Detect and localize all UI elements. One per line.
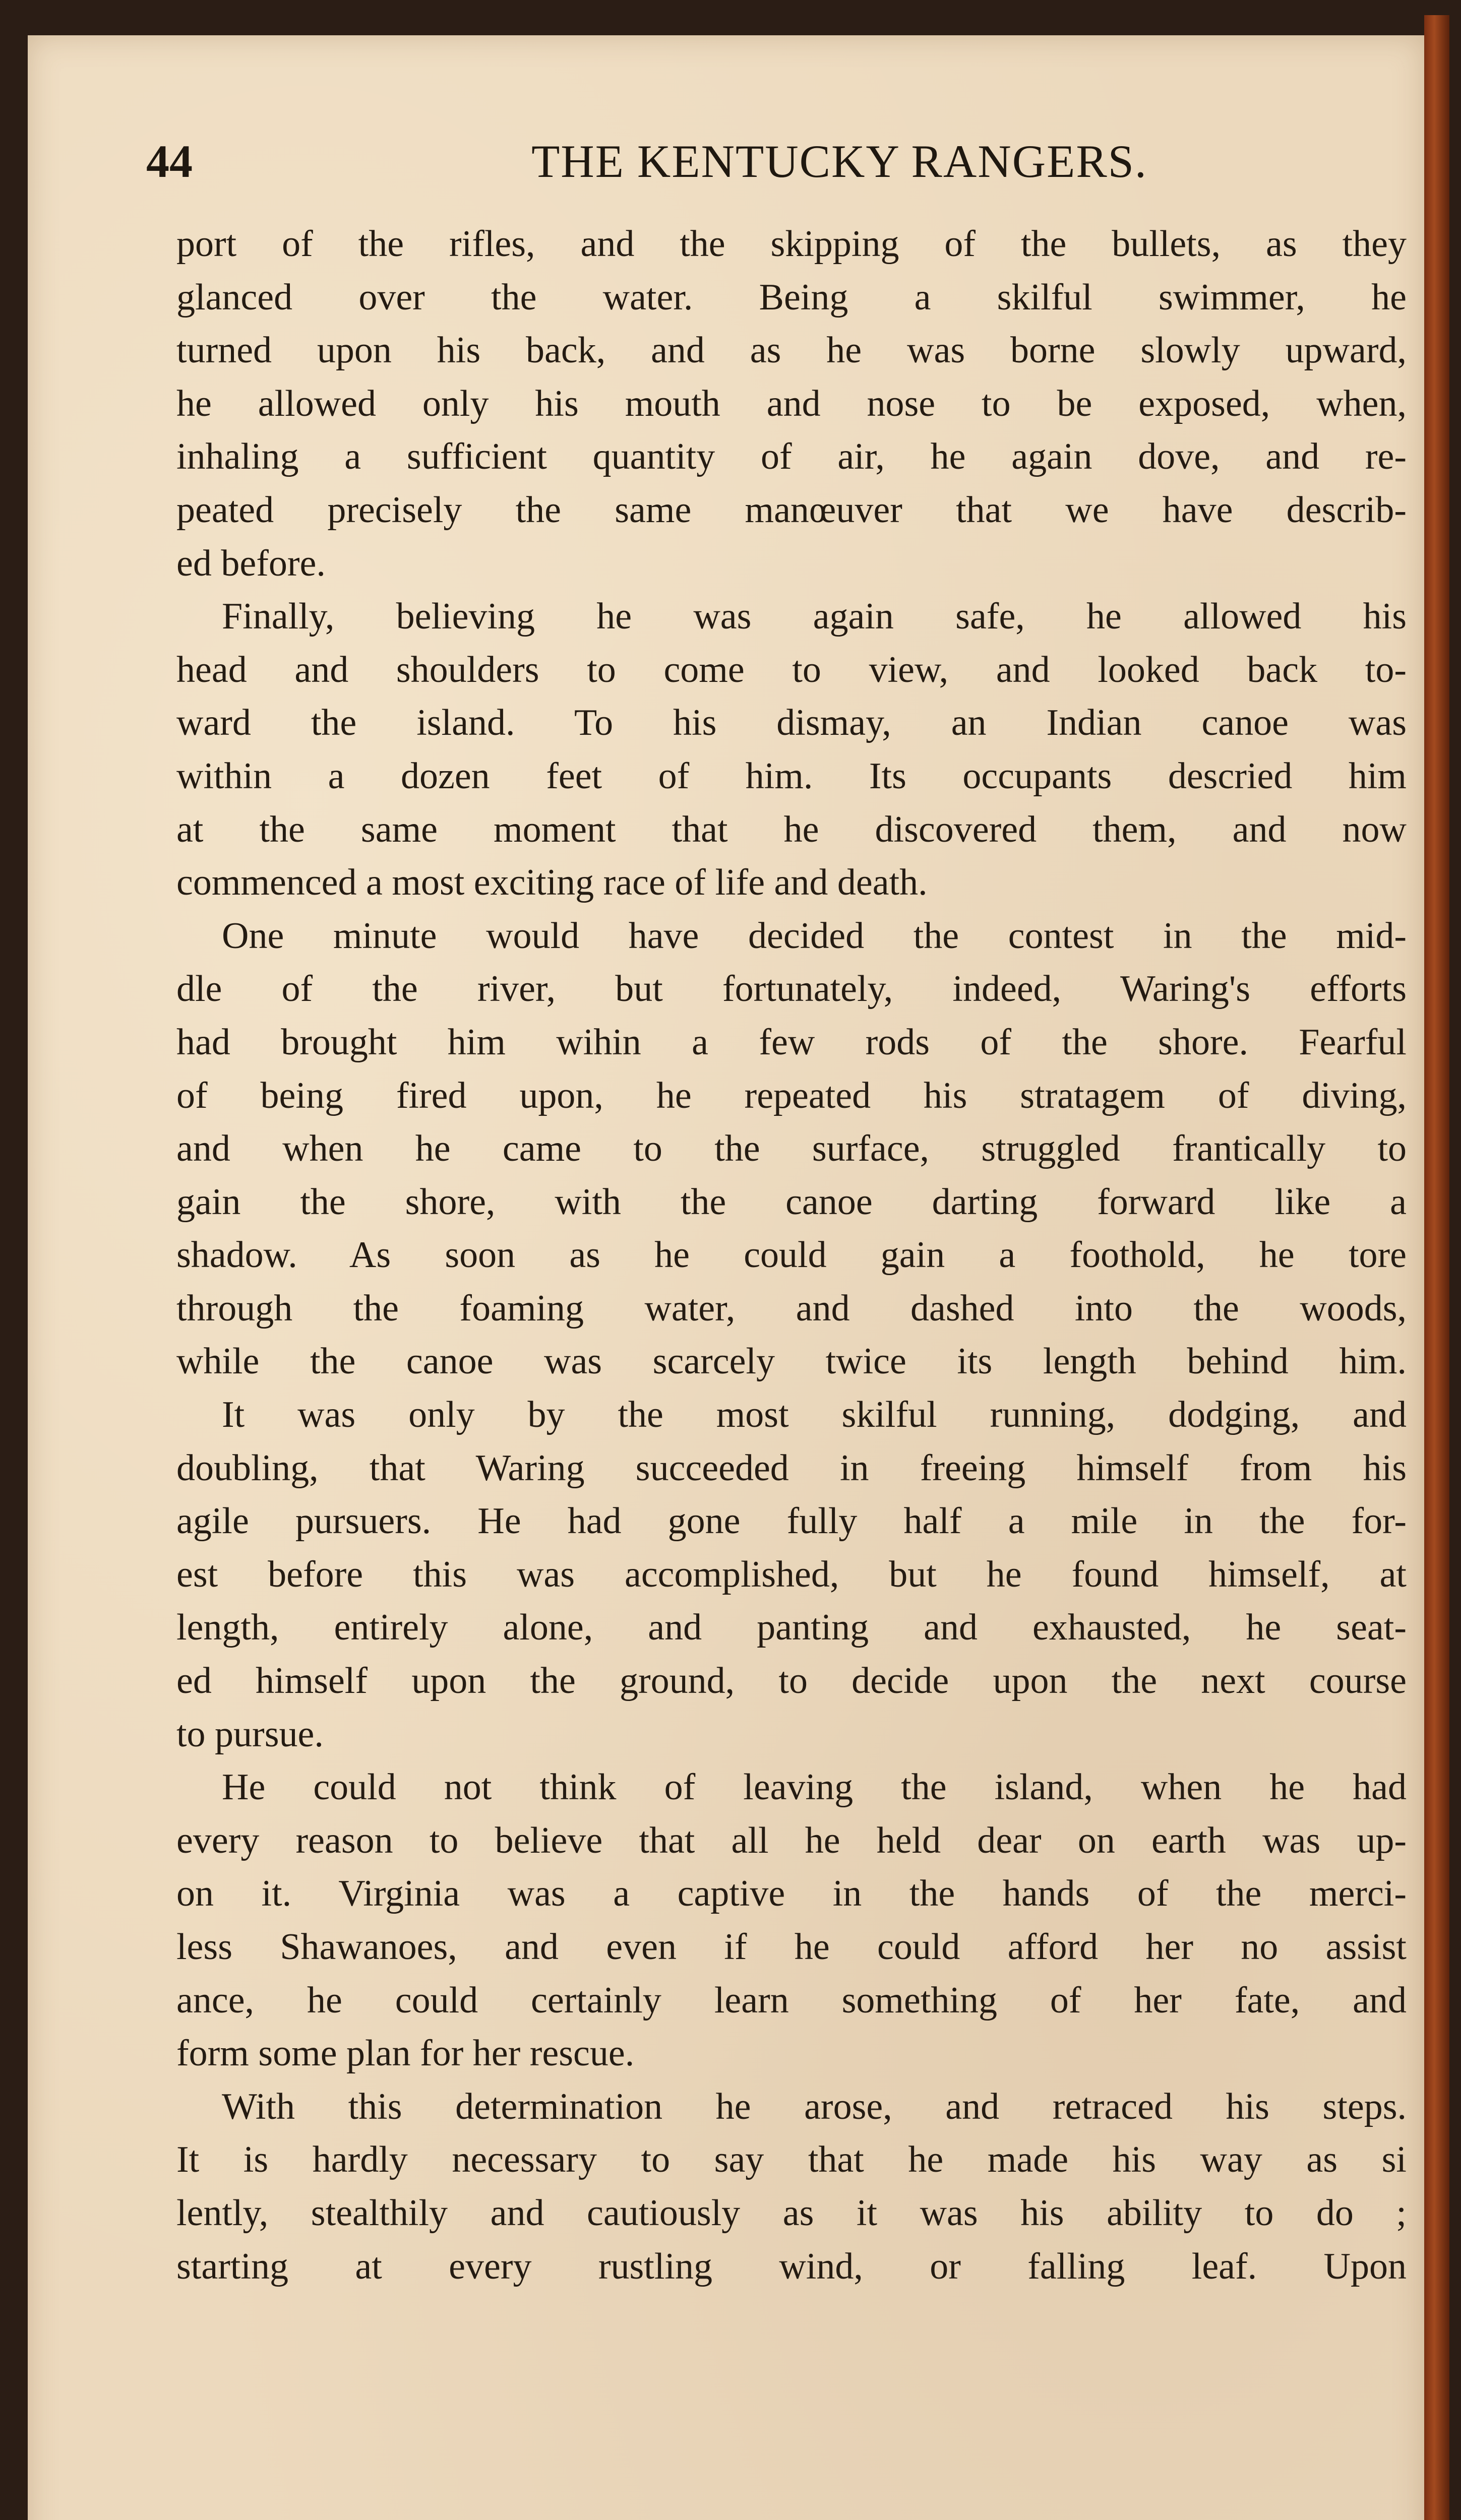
text-line: doubling, that Waring succeeded in freeing himself from his — [176, 1447, 1407, 1489]
text-line: One minute would have decided the contest in the mid- — [222, 915, 1407, 957]
text-line: had brought him wihin a few rods of the shore. Fearful — [176, 1021, 1407, 1063]
text-line: starting at every rustling wind, or falling leaf. Upon — [176, 2245, 1407, 2287]
text-line: Finally, believing he was again safe, he allowed his — [222, 596, 1407, 638]
text-line: at the same moment that he discovered them, and now — [176, 808, 1407, 850]
text-line: within a dozen feet of him. Its occupants descried him — [176, 755, 1407, 797]
text-line: every reason to believe that all he held dear on earth was up- — [176, 1819, 1407, 1861]
body-text — [176, 218, 1407, 2293]
text-line: peated precisely the same manœuver that we have describ- — [176, 489, 1407, 531]
text-line: gain the shore, with the canoe darting forward like a — [176, 1181, 1407, 1223]
text-line: ed before. — [176, 542, 326, 584]
text-line: With this determination he arose, and retraced his steps. — [222, 2086, 1407, 2127]
page-edge — [1424, 15, 1449, 2520]
text-line: head and shoulders to come to view, and looked back to- — [176, 649, 1407, 690]
text-line: est before this was accomplished, but he found himself, at — [176, 1553, 1407, 1595]
text-line: less Shawanoes, and even if he could afford her no assist — [176, 1926, 1407, 1968]
page-header — [146, 123, 1366, 199]
text-line: length, entirely alone, and panting and exhausted, he seat- — [176, 1607, 1407, 1649]
text-line: while the canoe was scarcely twice its length behind him. — [176, 1341, 1407, 1382]
text-line: glanced over the water. Being a skilful swimmer, he — [176, 276, 1407, 318]
text-line: port of the rifles, and the skipping of the bullets, as they — [176, 223, 1407, 265]
text-line: form some plan for her rescue. — [176, 2033, 635, 2074]
text-line: and when he came to the surface, struggled frantically to — [176, 1128, 1407, 1170]
text-line: he allowed only his mouth and nose to be exposed, when, — [176, 383, 1407, 424]
running-title: THE KENTUCKY RANGERS. — [531, 136, 1147, 187]
text-line: agile pursuers. He had gone fully half a mile in the for- — [176, 1500, 1407, 1542]
text-line: inhaling a sufficient quantity of air, he again dove, and re- — [176, 436, 1407, 478]
text-line: on it. Virginia was a captive in the hands of the merci- — [176, 1873, 1407, 1915]
text-line: ward the island. To his dismay, an Indian canoe was — [176, 702, 1407, 744]
text-line: shadow. As soon as he could gain a foothold, he tore — [176, 1234, 1407, 1276]
text-line: through the foaming water, and dashed into the woods, — [176, 1287, 1407, 1329]
page-number: 44 — [146, 136, 193, 187]
text-line: turned upon his back, and as he was borne slowly upward, — [176, 330, 1407, 371]
text-line: commenced a most exciting race of life and death. — [176, 862, 928, 904]
text-line: to pursue. — [176, 1713, 324, 1755]
text-line: ance, he could certainly learn something of her fate, and — [176, 1979, 1407, 2021]
text-line: He could not think of leaving the island, when he had — [222, 1767, 1407, 1808]
text-line: It is hardly necessary to say that he made his way as si — [176, 2139, 1407, 2181]
text-line: of being fired upon, he repeated his stratagem of diving, — [176, 1075, 1407, 1116]
text-line: dle of the river, but fortunately, indeed, Waring's efforts — [176, 968, 1407, 1010]
text-line: It was only by the most skilful running, dodging, and — [222, 1394, 1407, 1436]
text-line: ed himself upon the ground, to decide upon the next course — [176, 1660, 1407, 1702]
text-line: lently, stealthily and cautiously as it was his ability to do ; — [176, 2192, 1407, 2234]
